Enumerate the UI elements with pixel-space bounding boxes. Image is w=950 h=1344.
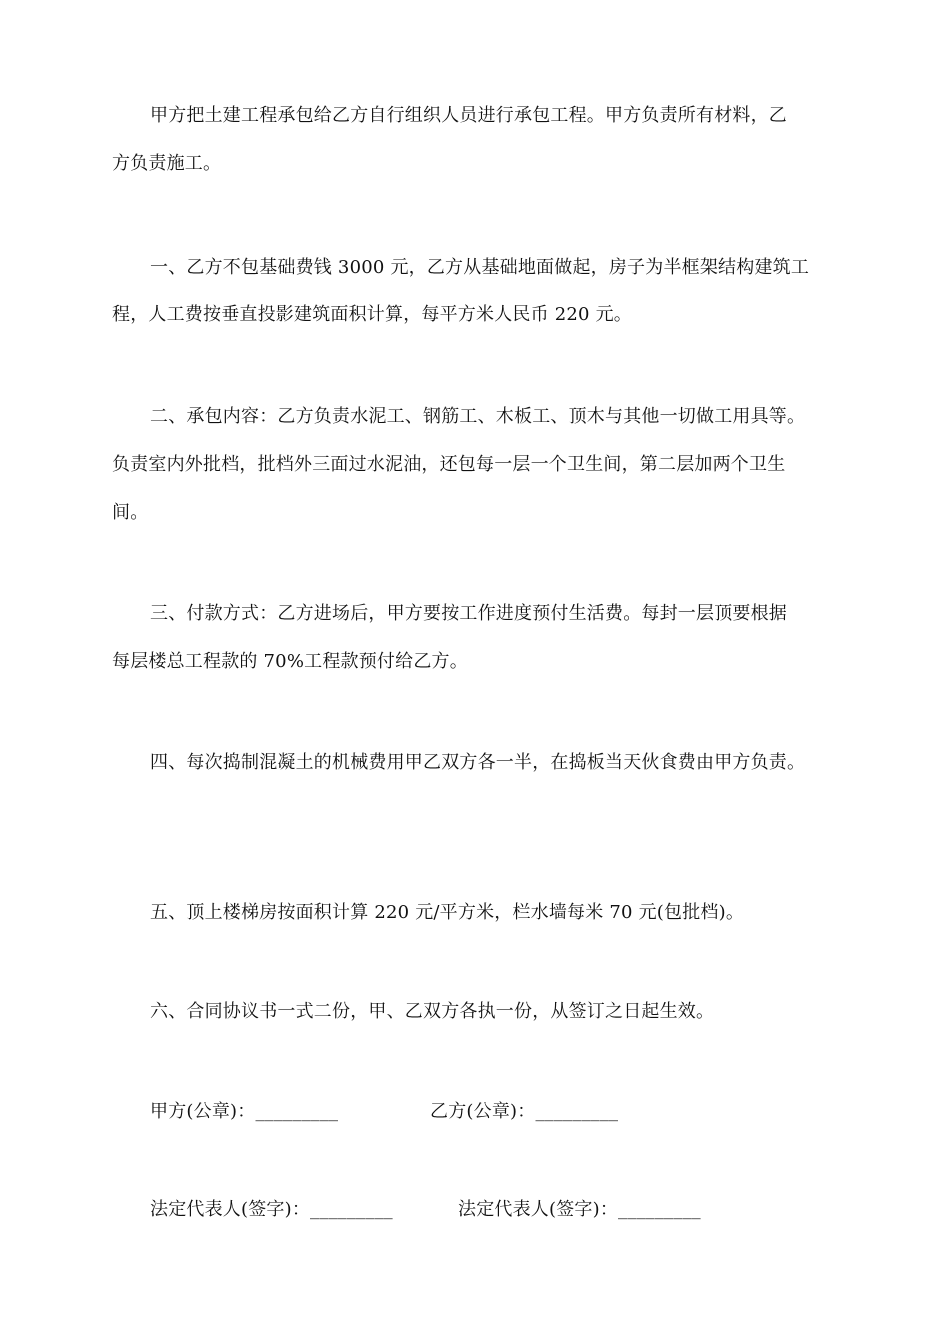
clause-3-line-1: 三、付款方式：乙方进场后，甲方要按工作进度预付生活费。每封一层顶要根据 <box>150 603 787 624</box>
clause-3-line-2: 每层楼总工程款的 70%工程款预付给乙方。 <box>112 651 468 672</box>
clause-2-line-1: 二、承包内容：乙方负责水泥工、钢筋工、木板工、顶木与其他一切做工用具等。 <box>150 406 806 427</box>
party-b-representative-field: 法定代表人(签字)：_________ <box>458 1199 701 1220</box>
clause-1-line-2: 程，人工费按垂直投影建筑面积计算，每平方米人民币 220 元。 <box>112 304 632 325</box>
clause-5-line-1: 五、顶上楼梯房按面积计算 220 元/平方米，栏水墙每米 70 元(包批档)。 <box>150 902 745 923</box>
clause-6-line-1: 六、合同协议书一式二份，甲、乙双方各执一份，从签订之日起生效。 <box>150 1001 715 1022</box>
clause-2-line-3: 间。 <box>112 502 149 523</box>
paragraph-intro-line-1: 甲方把土建工程承包给乙方自行组织人员进行承包工程。甲方负责所有材料，乙 <box>150 105 787 126</box>
party-b-seal-field: 乙方(公章)：_________ <box>430 1101 619 1122</box>
clause-2-line-2: 负责室内外批档，批档外三面过水泥油，还包每一层一个卫生间，第二层加两个卫生 <box>112 454 786 475</box>
clause-1-line-1: 一、乙方不包基础费钱 3000 元，乙方从基础地面做起，房子为半框架结构建筑工 <box>150 257 810 278</box>
paragraph-intro-line-2: 方负责施工。 <box>112 153 222 174</box>
party-a-seal-field: 甲方(公章)：_________ <box>150 1101 339 1122</box>
party-a-representative-field: 法定代表人(签字)：_________ <box>150 1199 393 1220</box>
clause-4-line-1: 四、每次捣制混凝土的机械费用甲乙双方各一半，在捣板当天伙食费由甲方负责。 <box>150 752 806 773</box>
